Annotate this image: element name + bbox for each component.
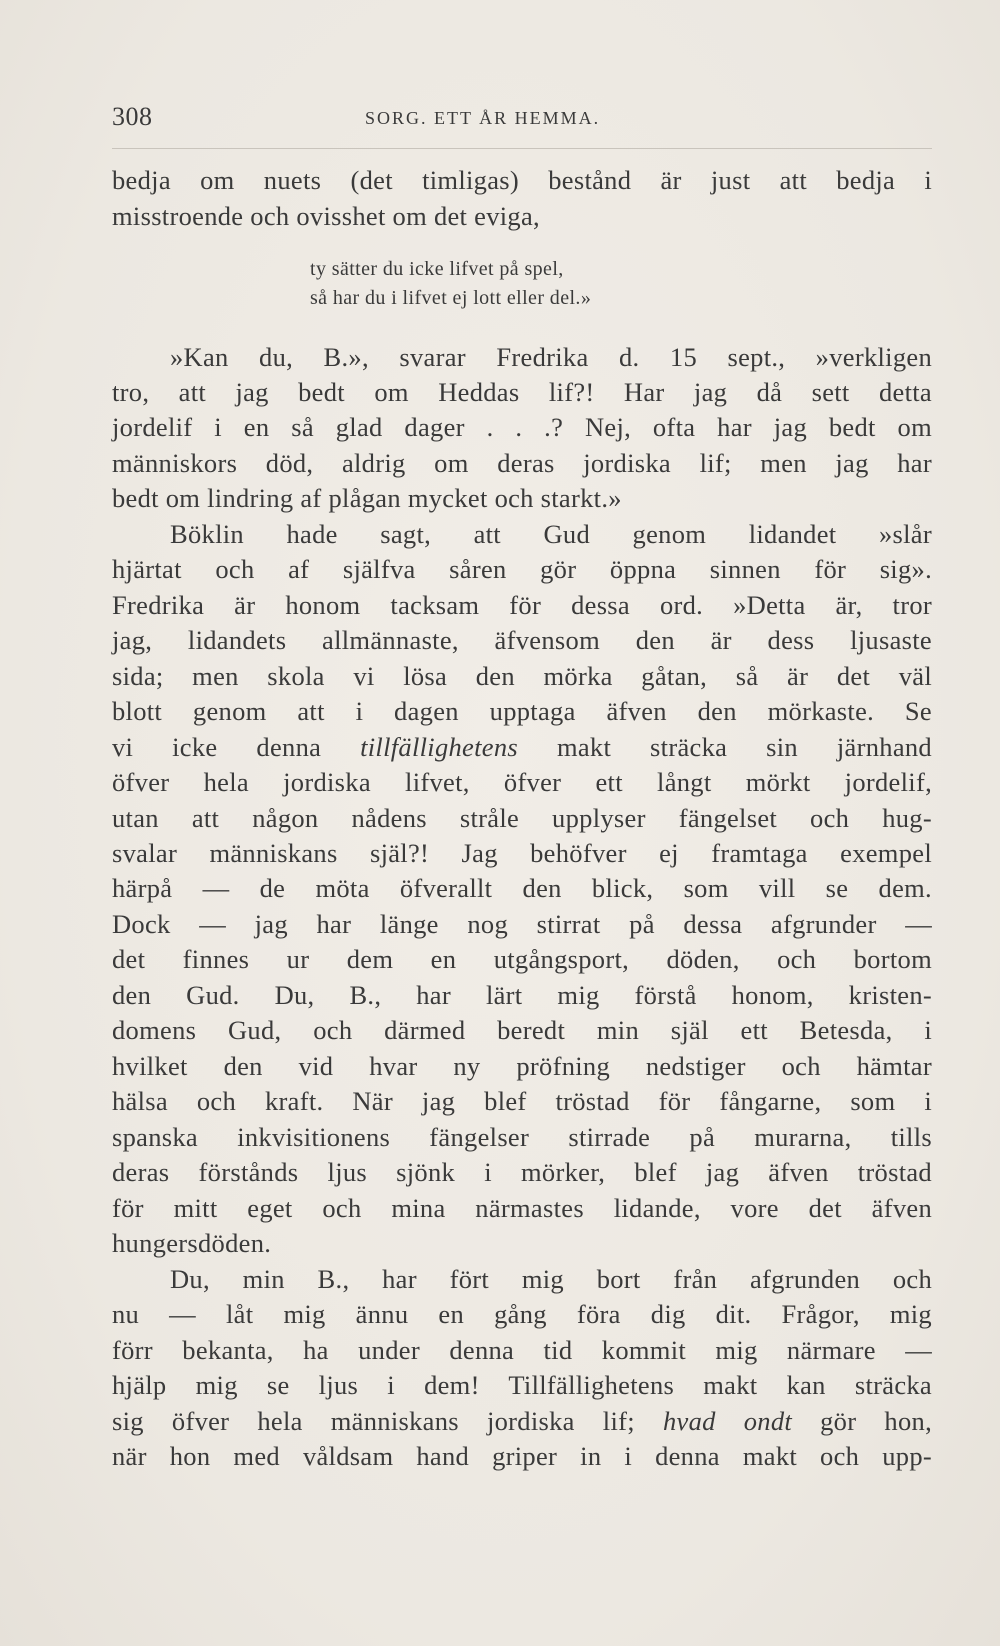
text-segment: sig öfver hela människans jordiska lif; xyxy=(112,1406,663,1436)
page-header xyxy=(112,102,932,142)
text-line: svalar människans själ?! Jag behöfver ej framtaga exempel xyxy=(112,838,932,868)
text-line: jag, lidandets allmännaste, äfvensom den är dess ljusaste xyxy=(112,625,932,655)
text-line: härpå — de möta öfverallt den blick, som vill se dem. xyxy=(112,873,932,903)
text-line: bedja om nuets (det timligas) bestånd är just att bedja i xyxy=(112,165,932,195)
verse-line: ty sätter du icke lifvet på spel, xyxy=(310,258,564,280)
text-line: sida; men skola vi lösa den mörka gåtan, så är det väl xyxy=(112,661,932,691)
text-line: det finnes ur dem en utgångsport, döden, och bortom xyxy=(112,944,932,974)
text-line: blott genom att i dagen upptaga äfven den mörkaste. Se xyxy=(112,696,932,726)
text-line: bedt om lindring af plågan mycket och starkt.» xyxy=(112,483,622,513)
text-line xyxy=(112,1404,932,1438)
text-line: domens Gud, och därmed beredt min själ ett Betesda, i xyxy=(112,1015,932,1045)
text-line: hvilket den vid hvar ny pröfning nedstiger och hämtar xyxy=(112,1051,932,1081)
text-line: »Kan du, B.», svarar Fredrika d. 15 sept., »verkligen xyxy=(170,342,932,372)
text-line: nu — låt mig ännu en gång föra dig dit. Frågor, mig xyxy=(112,1299,932,1329)
text-line: förr bekanta, ha under denna tid kommit mig närmare — xyxy=(112,1335,932,1365)
text-line: öfver hela jordiska lifvet, öfver ett långt mörkt jordelif, xyxy=(112,767,932,797)
text-line: Du, min B., har fört mig bort från afgrunden och xyxy=(170,1264,932,1294)
text-line: deras förstånds ljus sjönk i mörker, blef jag äfven tröstad xyxy=(112,1157,932,1187)
header-rule xyxy=(112,148,932,149)
page-number: 308 xyxy=(112,102,153,131)
text-line: hjälp mig se ljus i dem! Tillfällighetens makt kan sträcka xyxy=(112,1370,932,1400)
text-line: den Gud. Du, B., har lärt mig förstå honom, kristen- xyxy=(112,980,932,1010)
emphasized-phrase: hvad ondt xyxy=(662,1406,793,1436)
running-head: SORG. ETT ÅR HEMMA. xyxy=(365,108,601,128)
text-line xyxy=(112,730,932,764)
text-line: Dock — jag har länge nog stirrat på dessa afgrunder — xyxy=(112,909,932,939)
text-segment: gör hon, xyxy=(792,1406,932,1436)
text-line: Böklin hade sagt, att Gud genom lidandet »slår xyxy=(170,519,932,549)
emphasized-word: tillfällighetens xyxy=(360,732,519,762)
text-line: när hon med våldsam hand griper in i denna makt och upp- xyxy=(112,1441,932,1471)
text-segment: makt sträcka sin järnhand xyxy=(518,732,932,762)
text-line: människors död, aldrig om deras jordiska lif; men jag har xyxy=(112,448,932,478)
text-line: spanska inkvisitionens fängelser stirrade på murarna, tills xyxy=(112,1122,932,1152)
text-line: hälsa och kraft. När jag blef tröstad för fångarne, som i xyxy=(112,1086,932,1116)
text-line: utan att någon nådens stråle upplyser fängelset och hug- xyxy=(112,803,932,833)
text-line: tro, att jag bedt om Heddas lif?! Har jag då sett detta xyxy=(112,377,932,407)
text-line: jordelif i en så glad dager . . .? Nej, ofta har jag bedt om xyxy=(112,412,932,442)
text-line: hungersdöden. xyxy=(112,1228,272,1258)
text-line: för mitt eget och mina närmastes lidande, vore det äfven xyxy=(112,1193,932,1223)
text-segment: vi icke denna xyxy=(112,732,361,762)
text-line: misstroende och ovisshet om det eviga, xyxy=(112,201,540,231)
verse-line: så har du i lifvet ej lott eller del.» xyxy=(310,287,592,309)
text-line: hjärtat och af själfva såren gör öppna sinnen för sig». xyxy=(112,554,932,584)
text-line: Fredrika är honom tacksam för dessa ord. »Detta är, tror xyxy=(112,590,932,620)
